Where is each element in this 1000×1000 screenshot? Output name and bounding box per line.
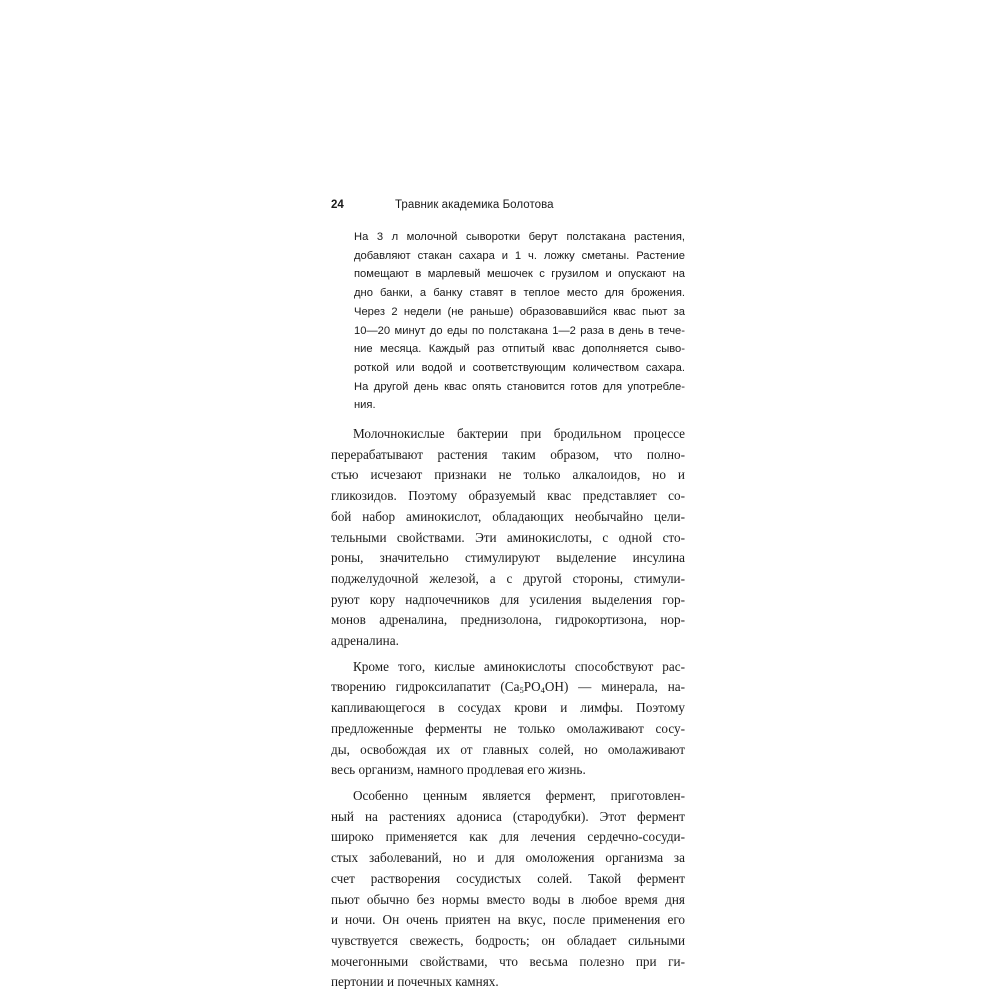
recipe-block (354, 228, 685, 415)
recipe-line: помещают в марлевый мешочек с грузилом и опускают на (354, 268, 685, 281)
text-line: предложенные ферменты не только омолаживают сосу- (331, 720, 685, 736)
text-line-formula (331, 677, 685, 698)
text-line: монов адреналина, преднизолона, гидрокортизона, нор- (331, 612, 685, 628)
paragraph-lactic-bacteria (331, 424, 685, 652)
text-line: адреналина. (331, 633, 399, 649)
running-head (331, 196, 685, 214)
text-line: Особенно ценным является фермент, приготовлен- (353, 787, 685, 803)
formula-subscript: 4 (540, 685, 545, 696)
text-line: ды, освобождая их от главных солей, но омолаживают (331, 741, 685, 757)
recipe-line: роткой или водой и соответствующим количеством сахара. (354, 361, 685, 374)
paragraph-adonis-ferment (331, 786, 685, 993)
text-line: и ночи. Он очень приятен на вкус, после применения его (331, 912, 685, 928)
text-line: стых заболеваний, но и для омоложения организма за (331, 850, 685, 866)
recipe-line: дно банки, а банку ставят в теплое место для брожения. (354, 287, 685, 300)
recipe-line: добавляют стакан сахара и 1 ч. ложку сметаны. Растение (354, 249, 685, 262)
recipe-line: Через 2 недели (не раньше) образовавшийся квас пьют за (354, 305, 685, 318)
text-line: роны, значительно стимулируют выделение инсулина (331, 550, 685, 566)
text-line: весь организм, намного продлевая его жизнь. (331, 762, 586, 778)
paragraph-amino-acids (331, 657, 685, 781)
body-text (331, 424, 685, 993)
formula-subscript: 5 (519, 685, 524, 696)
text-line: ный на растениях адониса (стародубки). Этот фермент (331, 808, 685, 824)
formula-text-before: творению гидроксилапатит (Ca (331, 679, 520, 695)
formula-text-mid: PO (523, 679, 541, 695)
text-line: бой набор аминокислот, обладающих необычайно цели- (331, 508, 685, 524)
text-line: широко применяется как для лечения сердечно-сосуди- (331, 829, 685, 845)
text-line: руют кору надпочечников для усиления выделения гор- (331, 591, 685, 607)
recipe-line: На другой день квас опять становится готов для употребле- (354, 380, 685, 393)
recipe-line: На 3 л молочной сыворотки берут полстакана растения, (354, 231, 685, 243)
text-line: капливающегося в сосудах крови и лимфы. Поэтому (331, 700, 685, 716)
text-line: поджелудочной железой, а с другой стороны, стимули- (331, 570, 685, 586)
text-line: пьют обычно без нормы вместо воды в любое время дня (331, 891, 685, 907)
text-line: чувствуется свежесть, бодрость; он обладает сильными (331, 932, 685, 948)
book-page (331, 196, 685, 993)
text-line: пертонии и почечных камнях. (331, 974, 499, 990)
text-line: Молочнокислые бактерии при бродильном процессе (353, 426, 685, 442)
book-title: Травник академика Болотова (395, 199, 554, 211)
recipe-line: ние месяца. Каждый раз отпитый квас дополняется сыво- (354, 343, 685, 356)
recipe-line: 10—20 минут до еды по полстакана 1—2 раза в день в тече- (354, 324, 685, 337)
text-line: перерабатывают растения таким образом, что полно- (331, 446, 685, 462)
text-line: Кроме того, кислые аминокислоты способствуют рас- (353, 658, 685, 674)
text-line: тельными свойствами. Эти аминокислоты, с одной сто- (331, 529, 685, 545)
recipe-line: ния. (354, 399, 376, 412)
text-line: стью исчезают признаки не только алкалоидов, но и (331, 467, 685, 483)
page-number: 24 (331, 199, 344, 211)
text-line: счет растворения сосудистых солей. Такой фермент (331, 870, 685, 886)
text-line: гликозидов. Поэтому образуемый квас представляет со- (331, 488, 685, 504)
text-line: мочегонными свойствами, что весьма полезно при ги- (331, 953, 685, 969)
formula-text-after: OH) — минерала, на- (544, 679, 685, 695)
